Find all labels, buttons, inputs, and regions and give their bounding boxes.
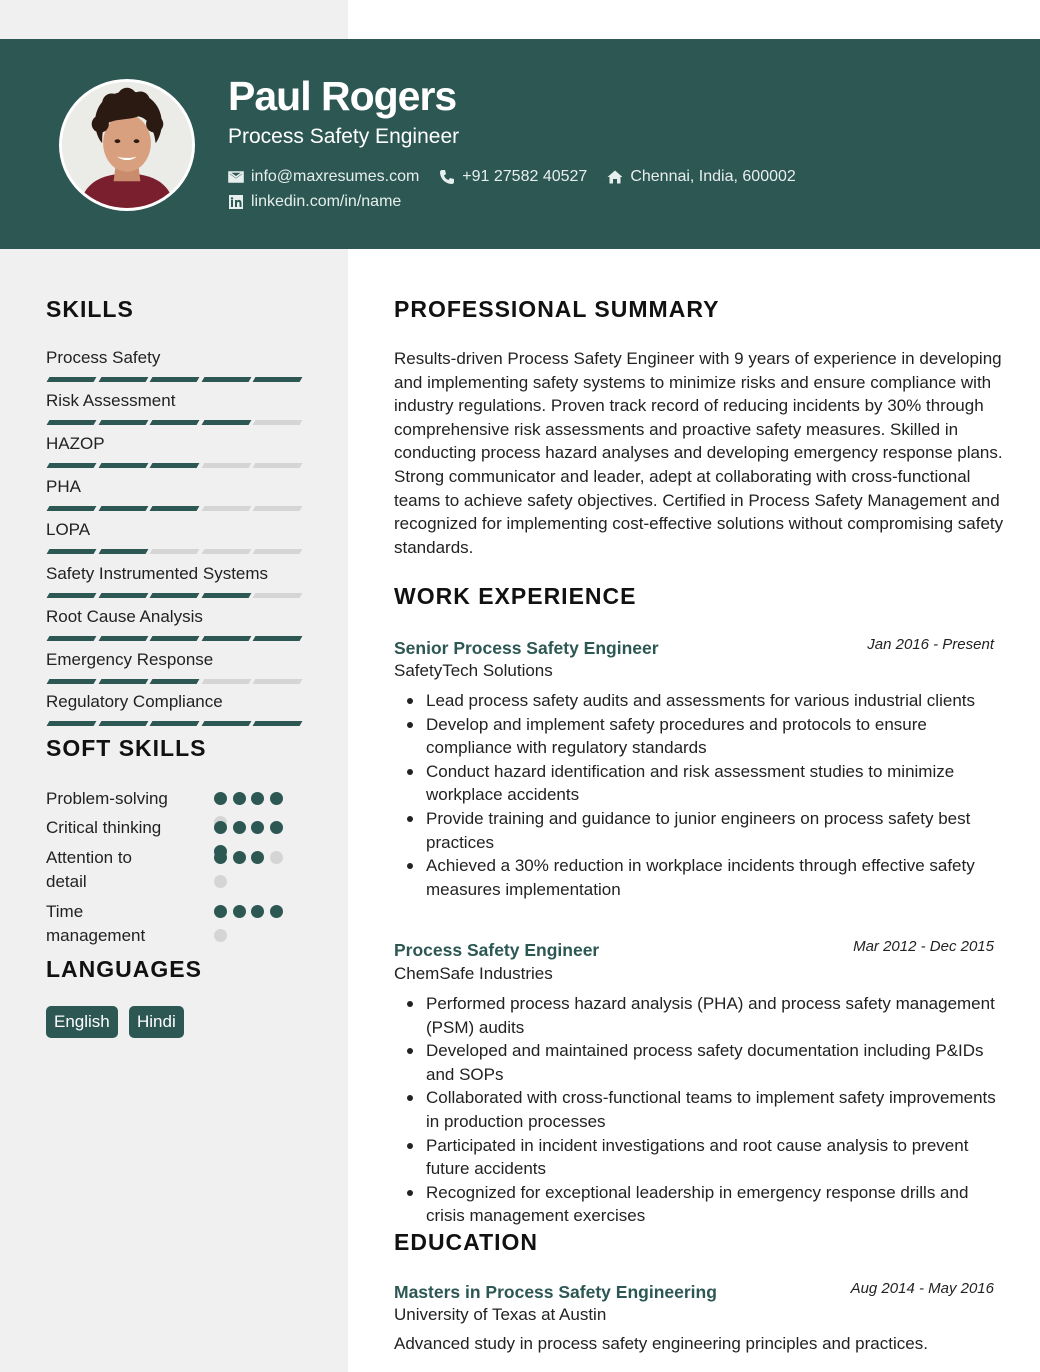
languages-heading: LANGUAGES	[46, 956, 202, 982]
job-role: Process Safety Engineer	[394, 940, 600, 960]
skill-level-segment	[253, 377, 303, 382]
skill-level-segment	[98, 636, 148, 641]
skill-level-segment	[253, 463, 303, 468]
linkedin-contact[interactable]	[228, 193, 401, 211]
skill-level-segment	[98, 721, 148, 726]
job-bullet: Recognized for exceptional leadership in emergency response drills and crisis management exercises	[394, 1181, 1004, 1228]
location-contact	[607, 168, 795, 186]
soft-skill-name: Critical thinking	[46, 818, 162, 837]
skill-level-segment	[201, 506, 251, 511]
contact-row-linkedin	[228, 193, 421, 211]
skill-level-segment	[253, 420, 303, 425]
skill-level-segment	[47, 636, 97, 641]
soft-skill-dot	[270, 851, 283, 864]
skill-level-segment	[253, 593, 303, 598]
soft-skill-dot	[251, 821, 264, 834]
language-badge-english: English	[46, 1006, 118, 1038]
job-role: Senior Process Safety Engineer	[394, 638, 659, 658]
job-bullets	[394, 689, 1004, 901]
phone-text: +91 27582 40527	[462, 168, 588, 185]
location-text: Chennai, India, 600002	[630, 168, 796, 185]
linkedin-text: linkedin.com/in/name	[251, 193, 402, 210]
skill-level-segment	[150, 549, 200, 554]
home-icon	[607, 169, 623, 185]
skill-level-segment	[47, 721, 97, 726]
soft-skill-name: Problem-solving	[46, 789, 168, 808]
soft-skill-dot	[214, 821, 227, 834]
candidate-title: Process Safety Engineer	[228, 125, 460, 148]
education-degree: Masters in Process Safety Engineering	[394, 1282, 717, 1302]
job-bullet: Provide training and guidance to junior engineers on process safety best practices	[394, 807, 1004, 854]
soft-skill-dot	[233, 851, 246, 864]
education-date: Aug 2014 - May 2016	[850, 1280, 994, 1297]
job-bullet: Achieved a 30% reduction in workplace incidents through effective safety measures implementation	[394, 854, 1004, 901]
skill-name: LOPA	[46, 520, 91, 539]
soft-skill-dot	[251, 905, 264, 918]
skill-level-segment	[201, 549, 251, 554]
skill-level-segment	[201, 593, 251, 598]
soft-skill-name: Time management	[46, 902, 146, 945]
skill-level-segment	[201, 679, 251, 684]
skill-level-bar	[46, 636, 302, 641]
skill-name: Regulatory Compliance	[46, 692, 223, 711]
resume-header	[0, 39, 1040, 249]
soft-skill-dot	[233, 821, 246, 834]
soft-skills-heading: SOFT SKILLS	[46, 735, 207, 761]
soft-skill-dot	[270, 905, 283, 918]
phone-contact[interactable]	[439, 168, 587, 186]
soft-skill-name: Attention to detail	[46, 848, 133, 891]
skill-level-segment	[47, 593, 97, 598]
skill-level-segment	[98, 679, 148, 684]
job-bullet: Develop and implement safety procedures and protocols to ensure compliance with regulatory standards	[394, 713, 1004, 760]
skill-level-segment	[150, 377, 200, 382]
skill-name: HAZOP	[46, 434, 105, 453]
soft-skill-dot	[214, 905, 227, 918]
skill-level-segment	[98, 377, 148, 382]
skill-level-segment	[150, 506, 200, 511]
skills-heading: SKILLS	[46, 296, 134, 322]
skill-level-segment	[150, 463, 200, 468]
skill-level-segment	[150, 593, 200, 598]
avatar	[59, 79, 195, 211]
skill-level-bar	[46, 549, 302, 554]
skill-level-bar	[46, 593, 302, 598]
experience-heading: WORK EXPERIENCE	[394, 583, 637, 609]
skill-level-segment	[98, 420, 148, 425]
skill-level-segment	[253, 679, 303, 684]
job-bullet: Performed process hazard analysis (PHA) and process safety management (PSM) audits	[394, 992, 1004, 1039]
soft-skill-dot	[233, 905, 246, 918]
skill-level-segment	[98, 593, 148, 598]
summary-text: Results-driven Process Safety Engineer with 9 years of experience in developing and implementing safety systems to minimize risks and ensure compliance with industry regulations. Proven track record of reducing incidents by 30% through comprehensive risk assessments and proactive safety measures. Skilled in conducting process hazard analyses and developing emergency response plans. Strong communicator and leader, adept at collaborating with cross-functional teams to achieve safety objectives. Certified in Process Safety Management and recognized for implementing cost-effective solutions without compromising safety standards.	[394, 349, 1004, 557]
skill-level-segment	[150, 721, 200, 726]
education-heading: EDUCATION	[394, 1229, 539, 1255]
skill-level-bar	[46, 721, 302, 726]
skill-level-segment	[253, 721, 303, 726]
soft-skill-dot	[233, 792, 246, 805]
job-bullet: Lead process safety audits and assessments for various industrial clients	[394, 689, 1004, 713]
education-school: University of Texas at Austin	[394, 1305, 607, 1324]
skill-level-bar	[46, 679, 302, 684]
skill-level-bar	[46, 377, 302, 382]
skill-level-segment	[47, 679, 97, 684]
skill-level-segment	[98, 549, 148, 554]
skill-level-segment	[98, 463, 148, 468]
skill-name: PHA	[46, 477, 81, 496]
skill-level-bar	[46, 506, 302, 511]
skill-level-segment	[98, 506, 148, 511]
skill-level-segment	[253, 549, 303, 554]
contact-row	[228, 168, 816, 186]
skill-level-segment	[150, 420, 200, 425]
skill-level-segment	[201, 721, 251, 726]
skill-level-bar	[46, 463, 302, 468]
job-bullet: Participated in incident investigations and root cause analysis to prevent future accidents	[394, 1134, 1004, 1181]
soft-skill-dot	[214, 875, 227, 888]
skill-level-bar	[46, 420, 302, 425]
phone-icon	[439, 169, 455, 185]
skill-name: Emergency Response	[46, 650, 214, 669]
envelope-icon	[228, 169, 244, 185]
job-bullets	[394, 992, 1004, 1228]
email-contact[interactable]	[228, 168, 419, 186]
skill-level-segment	[47, 420, 97, 425]
skill-level-segment	[47, 506, 97, 511]
soft-skill-dot	[214, 929, 227, 942]
skill-level-segment	[150, 636, 200, 641]
skill-level-segment	[253, 506, 303, 511]
job-bullet: Developed and maintained process safety documentation including P&IDs and SOPs	[394, 1039, 1004, 1086]
skill-name: Process Safety	[46, 348, 161, 367]
profile-photo	[62, 82, 192, 208]
skill-level-segment	[47, 377, 97, 382]
job-bullet: Conduct hazard identification and risk assessment studies to minimize workplace accidents	[394, 760, 1004, 807]
skill-level-segment	[201, 463, 251, 468]
skill-level-segment	[47, 463, 97, 468]
skill-level-segment	[201, 420, 251, 425]
soft-skill-dot	[270, 792, 283, 805]
skill-level-segment	[201, 636, 251, 641]
skill-level-segment	[201, 377, 251, 382]
linkedin-icon	[228, 194, 244, 210]
soft-skill-dot	[214, 851, 227, 864]
language-badge-hindi: Hindi	[129, 1006, 184, 1038]
job-date: Mar 2012 - Dec 2015	[853, 938, 994, 955]
skill-name: Root Cause Analysis	[46, 607, 203, 626]
job-bullet: Collaborated with cross-functional teams to implement safety improvements in production processes	[394, 1086, 1004, 1133]
job-company: ChemSafe Industries	[394, 964, 553, 983]
soft-skill-dot	[270, 821, 283, 834]
education-description: Advanced study in process safety engineering principles and practices.	[394, 1334, 928, 1353]
skill-level-segment	[253, 636, 303, 641]
skill-level-segment	[150, 679, 200, 684]
soft-skill-dot	[251, 851, 264, 864]
candidate-name: Paul Rogers	[228, 73, 457, 119]
job-company: SafetyTech Solutions	[394, 661, 553, 680]
summary-heading: PROFESSIONAL SUMMARY	[394, 296, 720, 322]
skill-name: Safety Instrumented Systems	[46, 564, 269, 583]
skill-name: Risk Assessment	[46, 391, 176, 410]
soft-skill-dot	[214, 792, 227, 805]
skill-level-segment	[47, 549, 97, 554]
job-date: Jan 2016 - Present	[867, 636, 994, 653]
soft-skill-dot	[251, 792, 264, 805]
email-text: info@maxresumes.com	[251, 168, 420, 185]
